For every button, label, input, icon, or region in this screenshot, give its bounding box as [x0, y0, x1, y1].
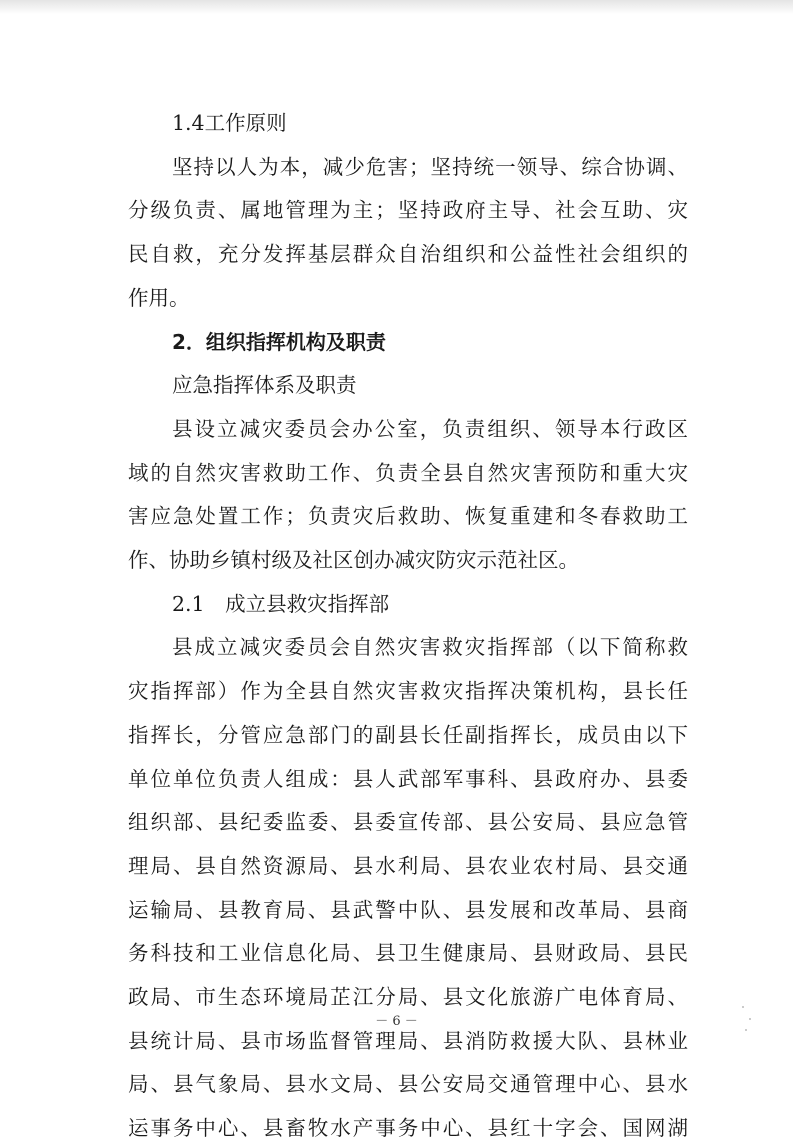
text-line: 民自救，充分发挥基层群众自治组织和公益性社会组织的	[128, 242, 688, 266]
text-line: 组织部、县纪委监委、县委宣传部、县公安局、县应急管	[128, 810, 688, 834]
text-line: 作用。	[128, 286, 190, 310]
text-line: 政局、市生态环境局芷江分局、县文化旅游广电体育局、	[128, 985, 688, 1009]
text-line: 务科技和工业信息化局、县卫生健康局、县财政局、县民	[128, 941, 688, 965]
section-heading: 2．组织指挥机构及职责	[172, 330, 386, 354]
text-line: 县成立减灾委员会自然灾害救灾指挥部（以下简称救	[172, 635, 688, 659]
page-number: － 6 －	[375, 1014, 418, 1029]
text-line: 运事务中心、县畜牧水产事务中心、县红十字会、国网湖	[128, 1116, 688, 1140]
text-line: 害应急处置工作；负责灾后救助、恢复重建和冬春救助工	[128, 504, 688, 528]
text-line: 指挥长，分管应急部门的副县长任副指挥长，成员由以下	[128, 723, 688, 747]
text-line: 运输局、县教育局、县武警中队、县发展和改革局、县商	[128, 898, 688, 922]
text-line: 2.1 成立县救灾指挥部	[172, 592, 390, 616]
text-line: 单位单位负责人组成：县人武部军事科、县政府办、县委	[128, 767, 688, 791]
scan-specks	[740, 1000, 760, 1040]
text-line: 1.4工作原则	[172, 111, 287, 135]
text-line: 县统计局、县市场监督管理局、县消防救援大队、县林业	[128, 1029, 688, 1053]
text-line: 应急指挥体系及职责	[172, 373, 357, 397]
text-line: 灾指挥部）作为全县自然灾害救灾指挥决策机构，县长任	[128, 679, 688, 703]
text-line: 局、县气象局、县水文局、县公安局交通管理中心、县水	[128, 1072, 688, 1096]
scan-edge	[0, 0, 793, 14]
text-line: 坚持以人为本，减少危害；坚持统一领导、综合协调、	[172, 155, 688, 179]
text-line: 域的自然灾害救助工作、负责全县自然灾害预防和重大灾	[128, 461, 688, 485]
text-line: 分级负责、属地管理为主；坚持政府主导、社会互助、灾	[128, 198, 688, 222]
text-line: 作、协助乡镇村级及社区创办减灾防灾示范社区。	[128, 548, 579, 572]
text-line: 理局、县自然资源局、县水利局、县农业农村局、县交通	[128, 854, 688, 878]
text-line: 县设立减灾委员会办公室，负责组织、领导本行政区	[172, 417, 688, 441]
